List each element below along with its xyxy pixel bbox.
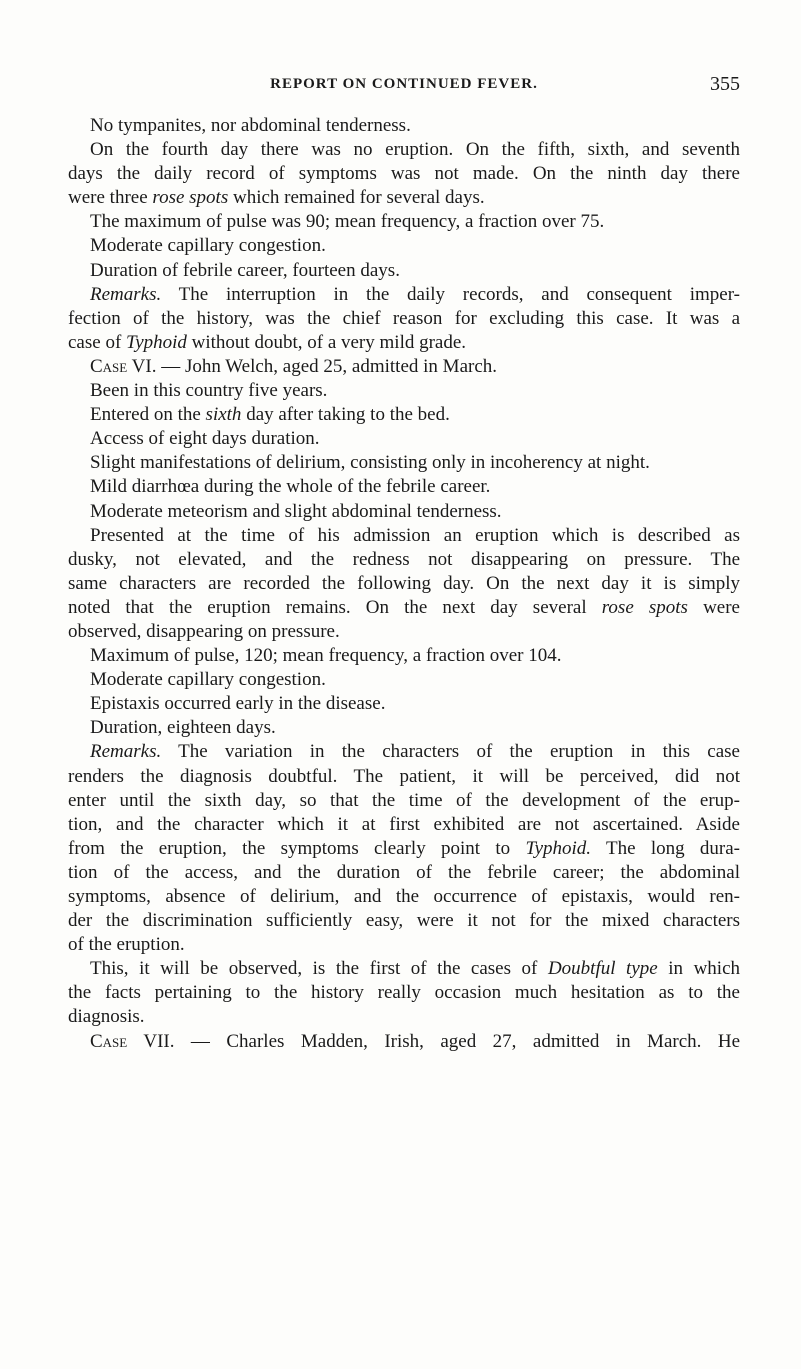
text-segment: were three bbox=[68, 187, 153, 209]
text-segment: diagnosis. bbox=[68, 1006, 145, 1028]
text-line bbox=[68, 909, 740, 933]
text-line bbox=[68, 138, 740, 162]
text-line bbox=[68, 572, 740, 596]
text-line bbox=[68, 451, 740, 475]
text-line bbox=[68, 331, 740, 355]
text-segment: This, it will be observed, is the first of the cases of bbox=[90, 958, 548, 980]
text-segment: in which bbox=[657, 958, 741, 980]
text-line bbox=[68, 620, 740, 644]
text-line bbox=[68, 861, 740, 885]
text-segment: day after taking to the bed. bbox=[241, 404, 450, 426]
text-line bbox=[68, 427, 740, 451]
running-head bbox=[68, 73, 740, 98]
text-segment: were bbox=[687, 596, 740, 618]
text-line bbox=[68, 933, 740, 957]
text-segment: VI. — John Welch, aged 25, admitted in March. bbox=[127, 355, 498, 377]
page-number: 355 bbox=[710, 73, 740, 95]
text-segment: enter until the sixth day, so that the time of the development of the erup- bbox=[68, 789, 740, 811]
text-segment: Mild diarrhœa during the whole of the febrile career. bbox=[90, 476, 491, 498]
running-title: REPORT ON CONTINUED FEVER. bbox=[270, 76, 538, 92]
text-segment: Duration, eighteen days. bbox=[90, 717, 276, 739]
text-segment: Been in this country five years. bbox=[90, 380, 328, 402]
text-segment: observed, disappearing on pressure. bbox=[68, 620, 340, 642]
italic-text: Remarks. bbox=[90, 741, 162, 763]
italic-text: Doubtful type bbox=[547, 958, 658, 980]
text-line bbox=[68, 403, 740, 427]
text-segment: Moderate meteorism and slight abdominal tenderness. bbox=[90, 500, 502, 522]
italic-text: Typhoid bbox=[126, 331, 187, 353]
italic-text: Typhoid. bbox=[525, 837, 592, 859]
text-segment: The maximum of pulse was 90; mean frequency, a fraction over 75. bbox=[90, 211, 605, 233]
text-segment: dusky, not elevated, and the redness not disappearing on pressure. The bbox=[68, 548, 740, 570]
text-segment: No tympanites, nor abdominal tenderness. bbox=[90, 115, 411, 136]
text-segment: tion, and the character which it at first exhibited are not ascertained. Aside bbox=[68, 813, 740, 835]
case-label: Case bbox=[90, 355, 128, 377]
text-line bbox=[68, 355, 740, 379]
text-line bbox=[68, 596, 740, 620]
text-segment: the facts pertaining to the history really occasion much hesitation as to the bbox=[68, 982, 740, 1004]
text-line bbox=[68, 114, 740, 138]
text-segment: days the daily record of symptoms was not made. On the ninth day there bbox=[68, 163, 740, 185]
italic-text: sixth bbox=[205, 404, 242, 426]
text-line bbox=[68, 259, 740, 283]
text-line bbox=[68, 716, 740, 740]
text-line bbox=[68, 307, 740, 331]
text-segment: On the fourth day there was no eruption. On the fifth, sixth, and seventh bbox=[90, 139, 740, 161]
text-line bbox=[68, 234, 740, 258]
text-segment: Slight manifestations of delirium, consisting only in incoherency at night. bbox=[90, 452, 650, 474]
text-line bbox=[68, 692, 740, 716]
text-line bbox=[68, 740, 740, 764]
text-line bbox=[68, 524, 740, 548]
text-segment: The interruption in the daily records, and consequent imper- bbox=[161, 283, 740, 305]
text-segment: Duration of febrile career, fourteen days. bbox=[90, 259, 400, 281]
text-line bbox=[68, 210, 740, 234]
text-line bbox=[68, 668, 740, 692]
text-segment: Maximum of pulse, 120; mean frequency, a fraction over 104. bbox=[90, 645, 562, 667]
text-line bbox=[68, 475, 740, 499]
text-segment: without doubt, of a very mild grade. bbox=[186, 331, 467, 353]
text-line bbox=[68, 885, 740, 909]
text-line bbox=[68, 500, 740, 524]
text-segment: tion of the access, and the duration of the febrile career; the abdominal bbox=[68, 861, 740, 883]
text-line bbox=[68, 644, 740, 668]
text-segment: der the discrimination sufficiently easy, were it not for the mixed characters bbox=[68, 910, 740, 932]
text-segment: case of bbox=[68, 331, 127, 353]
text-segment: Moderate capillary congestion. bbox=[90, 235, 326, 257]
text-segment: symptoms, absence of delirium, and the occurrence of epistaxis, would ren- bbox=[68, 886, 740, 907]
text-segment: Entered on the bbox=[90, 404, 206, 426]
text-segment: Epistaxis occurred early in the disease. bbox=[90, 693, 386, 715]
text-line bbox=[68, 981, 740, 1005]
italic-text: rose spots bbox=[601, 596, 688, 618]
text-segment: of the eruption. bbox=[68, 934, 185, 956]
text-segment: noted that the eruption remains. On the next day several bbox=[68, 596, 602, 618]
text-line bbox=[68, 1005, 740, 1029]
text-segment: from the eruption, the symptoms clearly point to bbox=[68, 837, 526, 859]
text-line bbox=[68, 186, 740, 210]
italic-text: rose spots bbox=[152, 187, 229, 209]
text-line bbox=[68, 789, 740, 813]
text-line bbox=[68, 813, 740, 837]
text-segment: The variation in the characters of the eruption in this case bbox=[161, 741, 740, 763]
text-line bbox=[68, 837, 740, 861]
text-line bbox=[68, 162, 740, 186]
text-line bbox=[68, 765, 740, 789]
text-segment: same characters are recorded the following day. On the next day it is simply bbox=[68, 572, 740, 594]
italic-text: Remarks. bbox=[90, 283, 162, 305]
text-segment: VII. — Charles Madden, Irish, aged 27, admitted in March. He bbox=[127, 1030, 740, 1052]
text-line bbox=[68, 379, 740, 403]
text-line bbox=[68, 1030, 740, 1054]
text-segment: which remained for several days. bbox=[228, 187, 485, 209]
text-line bbox=[68, 548, 740, 572]
text-line bbox=[68, 283, 740, 307]
text-line bbox=[68, 957, 740, 981]
text-segment: The long dura- bbox=[591, 837, 741, 859]
body-text bbox=[68, 114, 740, 1054]
case-label: Case bbox=[90, 1030, 128, 1052]
text-segment: Access of eight days duration. bbox=[90, 428, 320, 450]
text-segment: renders the diagnosis doubtful. The patient, it will be perceived, did not bbox=[68, 765, 740, 787]
text-segment: Moderate capillary congestion. bbox=[90, 669, 326, 691]
text-segment: Presented at the time of his admission an eruption which is described as bbox=[90, 524, 740, 546]
text-segment: fection of the history, was the chief reason for excluding this case. It was a bbox=[68, 307, 740, 329]
